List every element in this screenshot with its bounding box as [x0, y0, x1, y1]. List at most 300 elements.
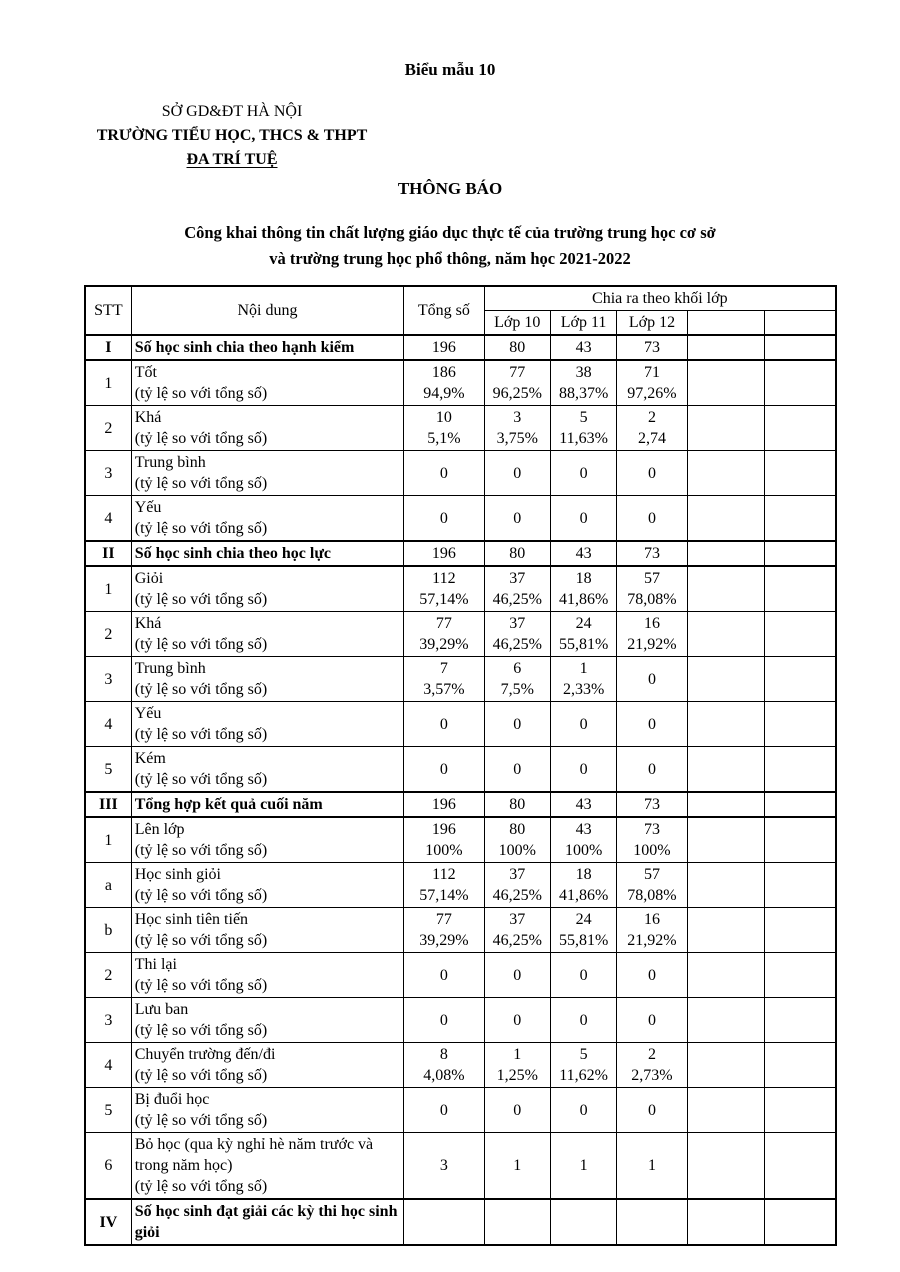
- row-label-main: Lưu ban: [134, 1001, 189, 1018]
- row-value-cell: [404, 998, 484, 1043]
- row-value-cell: [550, 953, 616, 998]
- value-line: 196: [431, 339, 456, 356]
- row-value-cell: [484, 908, 550, 953]
- row-index: 2: [85, 612, 131, 657]
- row-label-sub: (tỷ lệ so với tổng số): [134, 842, 268, 859]
- row-label-main: Tổng hợp kết quả cuối năm: [134, 796, 323, 813]
- row-value-cell: [550, 863, 616, 908]
- row-value-cell: [484, 496, 550, 542]
- row-value-cell: [617, 863, 687, 908]
- row-index: 4: [85, 496, 131, 542]
- row-label: [131, 566, 403, 612]
- row-value-cell: [404, 335, 484, 360]
- row-value-cell: [484, 566, 550, 612]
- row-value-cell: [550, 360, 616, 406]
- value-line: 21,92%: [627, 636, 677, 653]
- row-index: III: [85, 792, 131, 817]
- row-value-cell: [765, 451, 836, 496]
- value-line: 80: [509, 796, 526, 813]
- row-index: I: [85, 335, 131, 360]
- row-label-sub: (tỷ lệ so với tổng số): [134, 475, 268, 492]
- row-value-cell: [617, 541, 687, 566]
- row-index: II: [85, 541, 131, 566]
- row-label: [131, 541, 403, 566]
- row-value-cell: [484, 657, 550, 702]
- row-value-cell: [687, 747, 764, 793]
- value-line: 0: [439, 1101, 448, 1119]
- row-value-cell: [765, 657, 836, 702]
- row-label-main: Bỏ học (qua kỳ nghỉ hè năm trước và trong năm học): [134, 1136, 374, 1174]
- row-value-cell: [765, 747, 836, 793]
- value-line: 0: [647, 670, 656, 688]
- row-label-main: Trung bình: [134, 454, 206, 471]
- row-value-cell: [687, 496, 764, 542]
- value-line: 18: [575, 866, 592, 883]
- value-line: 2,73%: [631, 1067, 673, 1084]
- row-index: 6: [85, 1133, 131, 1200]
- value-line: 0: [647, 1011, 656, 1029]
- row-label-sub: (tỷ lệ so với tổng số): [134, 726, 268, 743]
- row-value-cell: [404, 406, 484, 451]
- row-value-cell: [687, 406, 764, 451]
- value-line: 1,25%: [496, 1067, 538, 1084]
- value-line: 80: [509, 545, 526, 562]
- document-title-line1: Công khai thông tin chất lượng giáo dục thực tế của trường trung học cơ sở: [184, 223, 716, 242]
- row-label: [131, 817, 403, 863]
- row-value-cell: [765, 541, 836, 566]
- value-line: 0: [579, 966, 588, 984]
- value-line: 112: [432, 570, 456, 587]
- row-label: [131, 335, 403, 360]
- value-line: 24: [575, 615, 592, 632]
- value-line: 0: [513, 464, 522, 482]
- value-line: 0: [647, 464, 656, 482]
- value-line: 2: [647, 409, 656, 426]
- row-value-cell: [484, 451, 550, 496]
- value-line: 10: [435, 409, 452, 426]
- value-line: 11,62%: [559, 1067, 608, 1084]
- row-value-cell: [765, 496, 836, 542]
- row-value-cell: [617, 1088, 687, 1133]
- value-line: 0: [647, 760, 656, 778]
- org-department: SỞ GD&ĐT HÀ NỘI: [161, 103, 303, 120]
- value-line: 77: [509, 364, 526, 381]
- row-value-cell: [687, 998, 764, 1043]
- value-line: 0: [513, 1101, 522, 1119]
- row-index: 4: [85, 1043, 131, 1088]
- row-index: 5: [85, 1088, 131, 1133]
- value-line: 100%: [564, 842, 603, 859]
- value-line: 0: [579, 1101, 588, 1119]
- row-index: 5: [85, 747, 131, 793]
- row-label-main: Lên lớp: [134, 821, 185, 838]
- value-line: 1: [579, 1157, 588, 1174]
- row-value-cell: [687, 1199, 764, 1245]
- value-line: 8: [439, 1046, 448, 1063]
- row-value-cell: [617, 657, 687, 702]
- row-label-main: Tốt: [134, 364, 157, 381]
- row-value-cell: [687, 953, 764, 998]
- row-index: a: [85, 863, 131, 908]
- value-line: 5: [579, 1046, 588, 1063]
- value-line: 0: [439, 509, 448, 527]
- row-value-cell: [765, 1133, 836, 1200]
- value-line: 24: [575, 911, 592, 928]
- row-label-sub: (tỷ lệ so với tổng số): [134, 430, 268, 447]
- row-label-main: Thi lại: [134, 956, 177, 973]
- value-line: 55,81%: [558, 932, 609, 949]
- row-value-cell: [404, 953, 484, 998]
- row-index: 2: [85, 953, 131, 998]
- table-row: [85, 1088, 836, 1133]
- row-value-cell: [550, 1043, 616, 1088]
- value-line: 2: [647, 1046, 656, 1063]
- row-label-sub: (tỷ lệ so với tổng số): [134, 1112, 268, 1129]
- value-line: 1: [647, 1157, 656, 1174]
- value-line: 39,29%: [419, 636, 469, 653]
- row-label: [131, 612, 403, 657]
- row-value-cell: [765, 817, 836, 863]
- value-line: 7,5%: [500, 681, 534, 698]
- value-line: 0: [439, 464, 448, 482]
- row-value-cell: [617, 792, 687, 817]
- row-value-cell: [484, 747, 550, 793]
- row-label-sub: (tỷ lệ so với tổng số): [134, 1022, 268, 1039]
- row-label-sub: (tỷ lệ so với tổng số): [134, 887, 268, 904]
- value-line: 37: [509, 570, 526, 587]
- org-school-name: TRƯỜNG TIỂU HỌC, THCS & THPT: [96, 127, 368, 144]
- row-value-cell: [404, 817, 484, 863]
- value-line: 100%: [633, 842, 671, 859]
- row-label-main: Yếu: [134, 705, 162, 722]
- value-line: 21,92%: [627, 932, 677, 949]
- value-line: 112: [432, 866, 456, 883]
- table-row: [85, 792, 836, 817]
- row-label-main: Giỏi: [134, 570, 164, 587]
- value-line: 57,14%: [419, 887, 469, 904]
- value-line: 55,81%: [558, 636, 609, 653]
- value-line: 38: [575, 364, 592, 381]
- row-value-cell: [404, 908, 484, 953]
- row-label: [131, 747, 403, 793]
- row-label: [131, 360, 403, 406]
- row-label: [131, 1088, 403, 1133]
- row-value-cell: [765, 908, 836, 953]
- table-row: [85, 335, 836, 360]
- value-line: 2,74: [637, 430, 666, 447]
- row-value-cell: [550, 747, 616, 793]
- value-line: 46,25%: [492, 591, 542, 608]
- value-line: 78,08%: [627, 591, 677, 608]
- row-value-cell: [484, 406, 550, 451]
- table-row: [85, 953, 836, 998]
- form-label: Biểu mẫu 10: [404, 60, 496, 79]
- table-row: [85, 1133, 836, 1200]
- value-line: 1: [579, 660, 588, 677]
- row-value-cell: [484, 863, 550, 908]
- value-line: 46,25%: [492, 887, 542, 904]
- table-row: [85, 747, 836, 793]
- header-grade-lớp-12: Lớp 12: [617, 311, 687, 336]
- row-index: 3: [85, 451, 131, 496]
- table-row: [85, 908, 836, 953]
- value-line: 73: [643, 545, 660, 562]
- value-line: 71: [643, 364, 660, 381]
- value-line: 96,25%: [492, 385, 542, 402]
- row-value-cell: [687, 792, 764, 817]
- row-value-cell: [550, 451, 616, 496]
- table-row: [85, 451, 836, 496]
- table-row: [85, 998, 836, 1043]
- table-row: [85, 612, 836, 657]
- value-line: 3: [513, 409, 522, 426]
- row-label: [131, 657, 403, 702]
- row-label: [131, 406, 403, 451]
- row-label-main: Yếu: [134, 499, 162, 516]
- row-value-cell: [550, 817, 616, 863]
- row-label-main: Trung bình: [134, 660, 206, 677]
- row-value-cell: [550, 496, 616, 542]
- value-line: 39,29%: [419, 932, 469, 949]
- row-label-main: Học sinh giỏi: [134, 866, 221, 883]
- row-label: [131, 998, 403, 1043]
- row-value-cell: [687, 657, 764, 702]
- row-value-cell: [617, 406, 687, 451]
- row-label-main: Bị đuổi học: [134, 1091, 210, 1108]
- row-label: [131, 953, 403, 998]
- row-value-cell: [765, 612, 836, 657]
- row-value-cell: [765, 360, 836, 406]
- row-value-cell: [765, 998, 836, 1043]
- value-line: 11,63%: [559, 430, 608, 447]
- value-line: 196: [431, 821, 456, 838]
- value-line: 0: [647, 966, 656, 984]
- row-value-cell: [687, 908, 764, 953]
- row-index: 4: [85, 702, 131, 747]
- row-label-main: Kém: [134, 750, 166, 767]
- table-row: [85, 566, 836, 612]
- row-label: [131, 496, 403, 542]
- row-value-cell: [550, 657, 616, 702]
- value-line: 46,25%: [492, 636, 542, 653]
- row-value-cell: [687, 612, 764, 657]
- row-label: [131, 1133, 403, 1200]
- value-line: 6: [513, 660, 522, 677]
- value-line: 37: [509, 866, 526, 883]
- row-value-cell: [404, 496, 484, 542]
- row-value-cell: [484, 612, 550, 657]
- row-index: 3: [85, 998, 131, 1043]
- row-label-sub: (tỷ lệ so với tổng số): [134, 520, 268, 537]
- row-index: 3: [85, 657, 131, 702]
- row-label-sub: (tỷ lệ so với tổng số): [134, 591, 268, 608]
- value-line: 186: [431, 364, 456, 381]
- row-value-cell: [484, 998, 550, 1043]
- row-value-cell: [687, 451, 764, 496]
- value-line: 1: [513, 1157, 522, 1174]
- row-label-main: Số học sinh đạt giải các kỳ thi học sinh giỏi: [134, 1203, 398, 1241]
- value-line: 0: [647, 509, 656, 527]
- value-line: 46,25%: [492, 932, 542, 949]
- row-value-cell: [484, 953, 550, 998]
- org-brand-name: ĐA TRÍ TUỆ: [186, 151, 278, 168]
- value-line: 94,9%: [423, 385, 465, 402]
- row-value-cell: [687, 702, 764, 747]
- value-line: 43: [575, 545, 592, 562]
- row-value-cell: [765, 1043, 836, 1088]
- table-row: [85, 496, 836, 542]
- value-line: 0: [579, 1011, 588, 1029]
- value-line: 2,33%: [562, 681, 605, 698]
- row-value-cell: [484, 1043, 550, 1088]
- row-value-cell: [617, 953, 687, 998]
- row-value-cell: [404, 360, 484, 406]
- row-value-cell: [484, 792, 550, 817]
- row-label: [131, 908, 403, 953]
- header-stt: STT: [85, 286, 131, 335]
- value-line: 0: [439, 715, 448, 733]
- value-line: 16: [643, 911, 660, 928]
- value-line: 88,37%: [558, 385, 609, 402]
- row-value-cell: [404, 702, 484, 747]
- row-value-cell: [617, 1133, 687, 1200]
- row-value-cell: [617, 702, 687, 747]
- row-value-cell: [550, 908, 616, 953]
- value-line: 37: [509, 911, 526, 928]
- row-value-cell: [617, 747, 687, 793]
- row-value-cell: [617, 496, 687, 542]
- row-value-cell: [617, 998, 687, 1043]
- header-split-group: Chia ra theo khối lớp: [484, 286, 836, 311]
- row-label-main: Chuyển trường đến/đi: [134, 1046, 276, 1063]
- row-value-cell: [617, 335, 687, 360]
- row-value-cell: [617, 451, 687, 496]
- row-label-sub: (tỷ lệ so với tổng số): [134, 977, 268, 994]
- table-row: [85, 702, 836, 747]
- row-value-cell: [404, 612, 484, 657]
- row-value-cell: [617, 1043, 687, 1088]
- table-row: [85, 541, 836, 566]
- org-block: [42, 100, 422, 172]
- value-line: 16: [643, 615, 660, 632]
- row-label-main: Học sinh tiên tiến: [134, 911, 249, 928]
- value-line: 5: [579, 409, 588, 426]
- row-label-main: Khá: [134, 409, 162, 426]
- row-label: [131, 1199, 403, 1245]
- table-row: [85, 1199, 836, 1245]
- report-table-header: [85, 286, 836, 335]
- header-total: Tổng số: [404, 286, 484, 335]
- value-line: 0: [513, 1011, 522, 1029]
- row-value-cell: [617, 360, 687, 406]
- row-value-cell: [687, 335, 764, 360]
- document-title: [0, 220, 900, 272]
- value-line: 43: [575, 339, 592, 356]
- row-value-cell: [617, 566, 687, 612]
- row-value-cell: [687, 566, 764, 612]
- row-value-cell: [404, 541, 484, 566]
- value-line: 0: [647, 1101, 656, 1119]
- row-label: [131, 702, 403, 747]
- row-value-cell: [404, 451, 484, 496]
- row-label-sub: (tỷ lệ so với tổng số): [134, 771, 268, 788]
- row-value-cell: [404, 863, 484, 908]
- row-value-cell: [765, 1199, 836, 1245]
- row-value-cell: [765, 335, 836, 360]
- value-line: 77: [435, 911, 452, 928]
- value-line: 77: [435, 615, 452, 632]
- row-value-cell: [484, 817, 550, 863]
- value-line: 0: [439, 760, 448, 778]
- row-index: 1: [85, 817, 131, 863]
- value-line: 100%: [425, 842, 463, 859]
- value-line: 3,75%: [496, 430, 538, 447]
- row-value-cell: [404, 1199, 484, 1245]
- value-line: 0: [439, 966, 448, 984]
- value-line: 73: [643, 339, 660, 356]
- row-value-cell: [484, 1199, 550, 1245]
- row-index: 1: [85, 566, 131, 612]
- value-line: 0: [513, 760, 522, 778]
- value-line: 0: [513, 966, 522, 984]
- row-label-sub: (tỷ lệ so với tổng số): [134, 636, 268, 653]
- row-index: b: [85, 908, 131, 953]
- table-row: [85, 657, 836, 702]
- value-line: 1: [513, 1046, 522, 1063]
- row-value-cell: [484, 360, 550, 406]
- row-label-main: Số học sinh chia theo học lực: [134, 545, 332, 562]
- value-line: 3: [439, 1157, 448, 1174]
- row-value-cell: [687, 863, 764, 908]
- row-value-cell: [687, 1133, 764, 1200]
- row-value-cell: [687, 360, 764, 406]
- header-grade-lớp-11: Lớp 11: [550, 311, 616, 336]
- row-label-sub: (tỷ lệ so với tổng số): [134, 1067, 268, 1084]
- row-value-cell: [404, 1088, 484, 1133]
- row-value-cell: [765, 1088, 836, 1133]
- value-line: 18: [575, 570, 592, 587]
- report-table: [84, 285, 837, 1246]
- row-value-cell: [404, 1133, 484, 1200]
- row-value-cell: [617, 612, 687, 657]
- value-line: 73: [643, 821, 660, 838]
- value-line: 97,26%: [627, 385, 677, 402]
- value-line: 100%: [498, 842, 536, 859]
- value-line: 0: [647, 715, 656, 733]
- value-line: 196: [431, 545, 456, 562]
- value-line: 7: [439, 660, 448, 677]
- row-label: [131, 1043, 403, 1088]
- row-value-cell: [617, 1199, 687, 1245]
- row-value-cell: [550, 566, 616, 612]
- row-value-cell: [404, 1043, 484, 1088]
- value-line: 196: [431, 796, 456, 813]
- table-row: [85, 1043, 836, 1088]
- value-line: 43: [575, 796, 592, 813]
- row-value-cell: [484, 702, 550, 747]
- row-value-cell: [617, 817, 687, 863]
- row-label-main: Khá: [134, 615, 162, 632]
- row-index: 2: [85, 406, 131, 451]
- row-value-cell: [765, 863, 836, 908]
- value-line: 3,57%: [423, 681, 465, 698]
- value-line: 41,86%: [558, 887, 609, 904]
- value-line: 0: [513, 509, 522, 527]
- value-line: 0: [513, 715, 522, 733]
- value-line: 43: [575, 821, 592, 838]
- row-index: 1: [85, 360, 131, 406]
- row-value-cell: [765, 953, 836, 998]
